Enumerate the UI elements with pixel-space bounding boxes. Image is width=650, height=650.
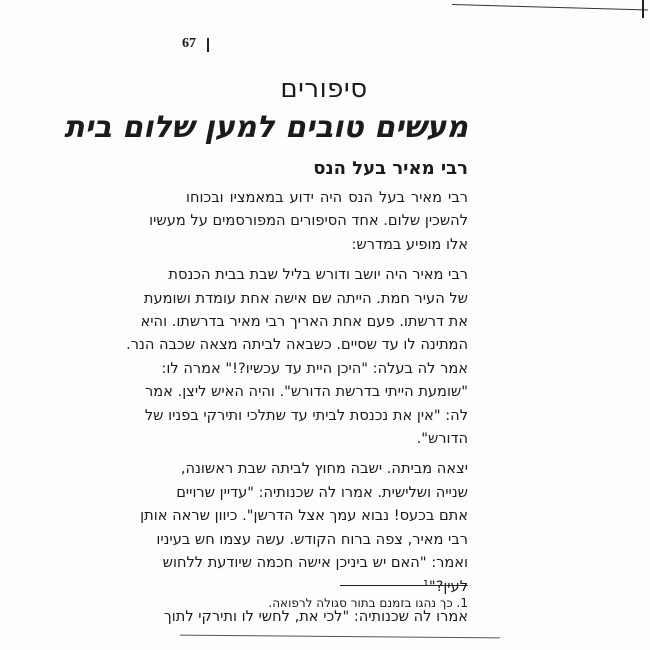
page-number-divider <box>207 38 209 52</box>
text-line: "שומעת הייתי בדרשת הדורש". והיה האיש ליצן. אמר <box>145 383 468 401</box>
text-line: של העיר חמת. הייתה שם אישה אחת עומדת ושומעת <box>143 289 468 307</box>
body-text <box>126 186 468 635</box>
page-number: 67 <box>182 36 196 51</box>
paragraph <box>126 263 468 450</box>
text-line: אתם בכעס! נבוא עמך אצל הדרשן". כיוון שראה אותן <box>140 507 468 525</box>
scan-edge-right <box>642 0 644 18</box>
paragraph <box>140 457 468 597</box>
text-line: להשכין שלום. אחד הסיפורים המפורסמים על מעשיו <box>149 212 468 230</box>
footnote-number: 1. <box>456 596 468 610</box>
text-line: רבי מאיר בעל הנס היה ידוע במאמציו ובכוחו <box>186 189 468 206</box>
paragraph <box>149 186 468 256</box>
main-title: מעשים טובים למען שלום בית <box>64 110 468 145</box>
text-line: אמר לה בעלה: "היכן היית עד עכשיו?!" אמרה לו: <box>161 359 468 377</box>
text-line: לעין?"¹ <box>423 577 468 595</box>
text-line: לה: "אין את נכנסת לביתי עד שתלכי ותירקי בפניו של <box>144 406 468 424</box>
footnote-text: כך נהגו בזמנם בתור סגולה לרפואה. <box>268 596 453 610</box>
text-line: רבי מאיר, צפה ברוח הקודש. עשה עצמו חש בעיניו <box>156 530 468 548</box>
text-line: את דרשתו. פעם אחת האריך רבי מאיר בדרשתו. והיא <box>140 313 468 331</box>
story-subheading: רבי מאיר בעל הנס <box>313 158 468 179</box>
text-line: אמרו לה שכנותיה: "לכי את, לחשי לו ותירקי לתוך <box>163 607 468 625</box>
scan-edge-top <box>452 4 648 10</box>
footnote <box>268 596 468 610</box>
text-line: יצאה מביתה. ישבה מחוץ לביתה שבת ראשונה, <box>180 460 468 478</box>
text-line: המתינה לו עד שסיים. כשבאה לביתה מצאה שכבה הנר. <box>126 336 468 354</box>
text-line: רבי מאיר היה יושב ודורש בליל שבת בבית הכנסת <box>168 266 468 284</box>
section-title: סיפורים <box>280 74 368 104</box>
text-line: ואמר: "האם יש ביניכן אישה חכמה שיודעת ללחוש <box>162 554 468 572</box>
text-line: הדורש". <box>416 430 468 448</box>
text-line: שנייה ושלישית. אמרו לה שכנותיה: "עדיין שרויים <box>176 483 468 501</box>
footnote-divider <box>340 585 468 586</box>
text-line: אלו מופיע במדרש: <box>351 235 468 253</box>
